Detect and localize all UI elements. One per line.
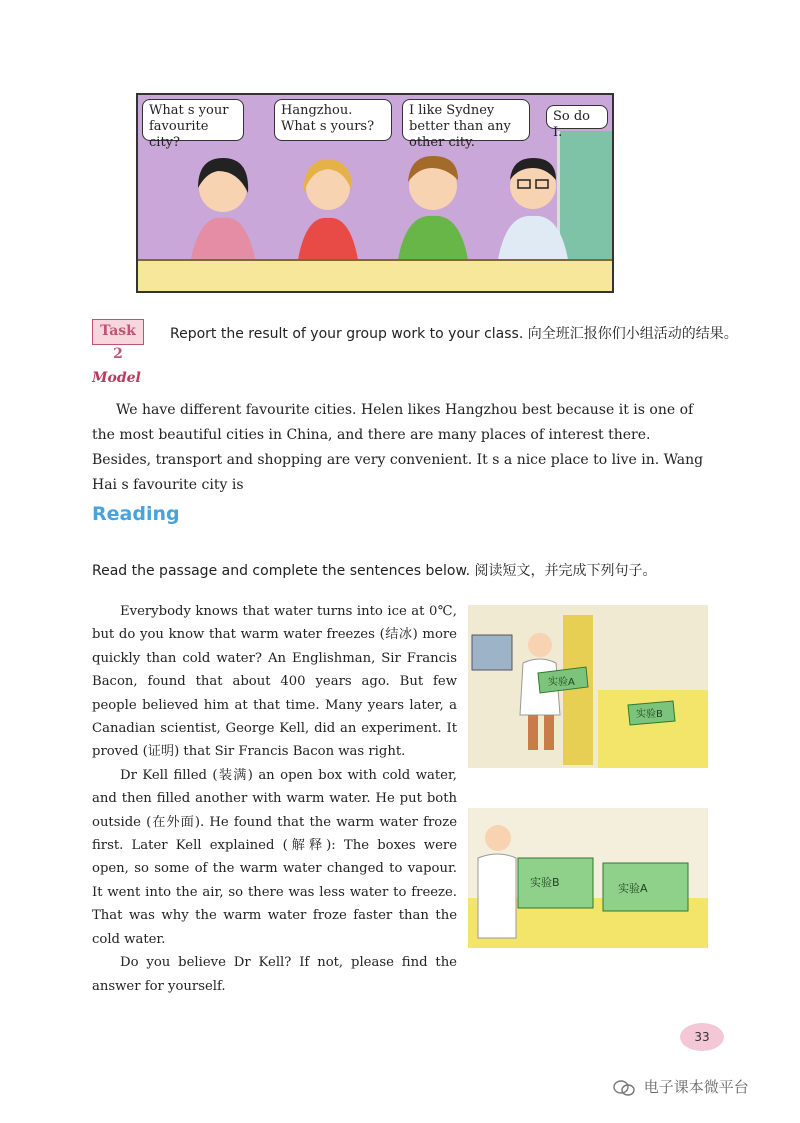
passage-paragraph-1: Everybody knows that water turns into ice at 0℃, but do you know that warm water freezes (结冰) more quickly than cold water? An Englishman, Sir Francis Bacon, found that about 400 years ago. But few people believed him at that time. Many years later, a Canadian scientist, George Kell, did an experiment. It proved (证明) that Sir Francis Bacon was right. — [92, 604, 457, 760]
wechat-icon — [613, 1079, 635, 1097]
boy-figure — [388, 138, 478, 273]
speech-bubble-1: What s your favourite city? — [142, 99, 244, 141]
page-number: 33 — [680, 1023, 724, 1051]
passage-paragraph-3: Do you believe Dr Kell? If not, please find the answer for yourself. — [92, 955, 457, 994]
task-2-row — [92, 319, 772, 362]
reading-instruction: Read the passage and complete the sentences below. 阅读短文，并完成下列句子。 — [92, 563, 657, 579]
speech-bubble-2: Hangzhou. What s yours? — [274, 99, 392, 141]
reading-passage — [92, 600, 457, 998]
scientist-carrying-box-illustration — [468, 605, 708, 768]
speech-bubble-4: So do I. — [546, 105, 608, 129]
girl-figure — [178, 143, 268, 273]
box-label-b2: 实验B — [530, 876, 560, 889]
model-label: Model — [92, 370, 141, 386]
conversation-illustration — [136, 93, 614, 293]
model-text: We have different favourite cities. Helen likes Hangzhou best because it is one of the most beautiful cities in China, and there are many places of interest there. Besides, transport and shopping are very convenient. It s a nice place to live in. Wang Hai s favourite city is — [92, 402, 704, 493]
box-label-a2: 实验A — [618, 882, 648, 895]
passage-paragraph-2: Dr Kell filled (装满) an open box with cold water, and then filled another with warm water. He put both outside (在外面). He found that the warm water froze first. Later Kell explained (解释): The boxes were open, so some of the warm water changed to vapour. It went into the air, so there was less water to freeze. That was why the warm water froze faster than the cold water. — [92, 767, 457, 947]
table — [138, 259, 612, 291]
box-label-a: 实验A — [548, 677, 575, 688]
speech-bubble-3: I like Sydney better than any other city. — [402, 99, 530, 141]
watermark — [613, 1076, 749, 1097]
reading-heading: Reading — [92, 503, 180, 525]
box-label-b: 实验B — [636, 709, 663, 720]
watermark-text: 电子课本微平台 — [643, 1078, 749, 1096]
scientist-with-boxes-illustration — [468, 808, 708, 948]
blonde-girl-figure — [288, 143, 368, 273]
man-with-glasses-figure — [488, 138, 578, 273]
task-instruction: Report the result of your group work to your class. 向全班汇报你们小组活动的结果。 — [170, 326, 738, 342]
task-badge: Task 2 — [92, 319, 144, 345]
